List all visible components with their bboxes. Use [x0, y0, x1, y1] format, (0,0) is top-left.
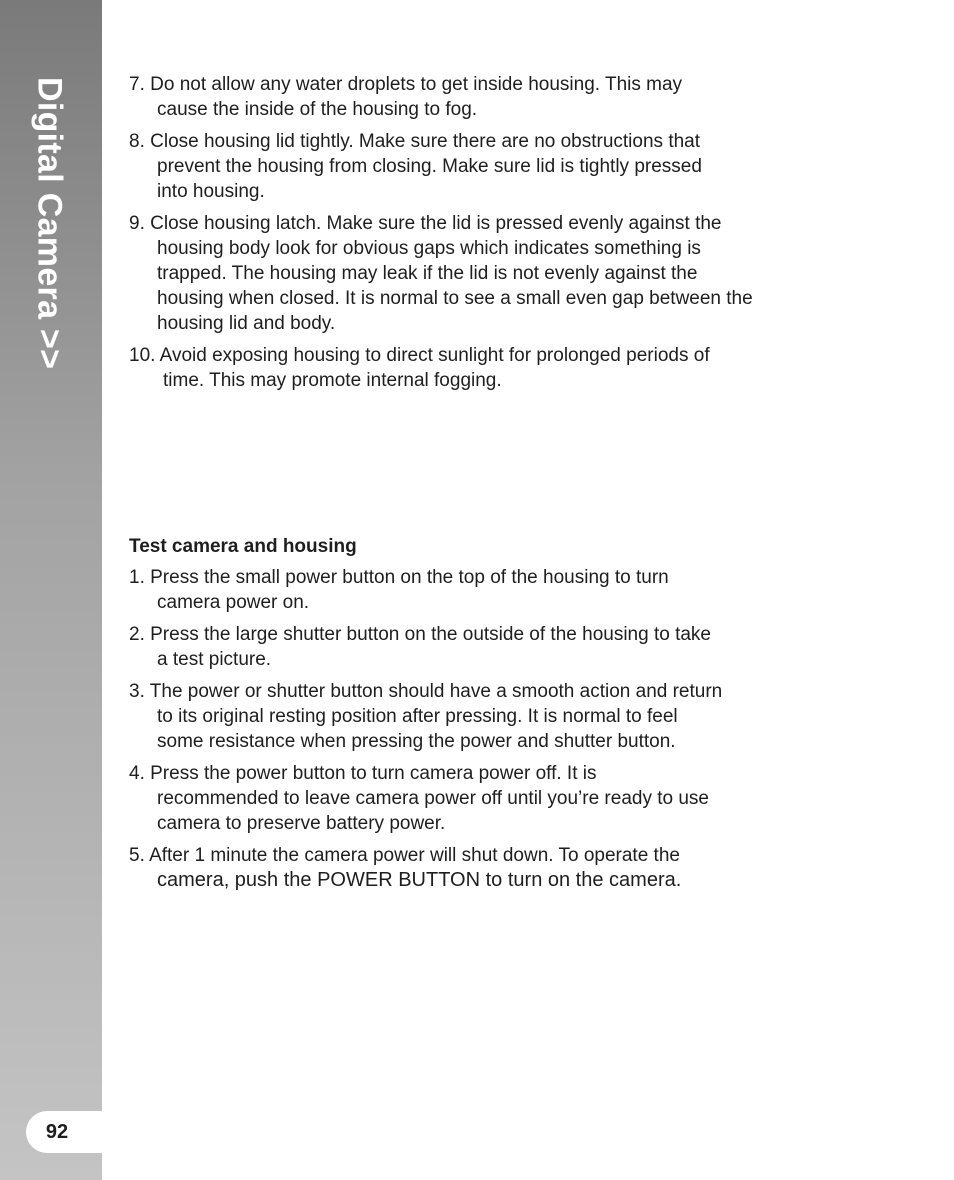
section-heading: Test camera and housing [129, 536, 357, 557]
list-item-text: some resistance when pressing the power and shutter button. [157, 731, 676, 752]
list-item-text: recommended to leave camera power off until you’re ready to use [157, 788, 710, 809]
list-item-text: 3. The power or shutter button should have a smooth action and return [129, 681, 723, 702]
list-item-text: 2. Press the large shutter button on the outside of the housing to take [129, 624, 711, 645]
list-item [129, 343, 829, 393]
list-item-text: 9. Close housing latch. Make sure the lid is pressed evenly against the [129, 213, 722, 234]
list-item-text: trapped. The housing may leak if the lid is not evenly against the [157, 263, 698, 284]
list-item-text: camera to preserve battery power. [157, 813, 446, 834]
list-item [129, 129, 829, 204]
list-item [129, 211, 829, 336]
list-item [129, 679, 829, 754]
list-item-text: time. This may promote internal fogging. [163, 370, 502, 391]
list-item-text: housing lid and body. [157, 313, 336, 334]
list-item-text: 7. Do not allow any water droplets to get inside housing. This may [129, 74, 683, 95]
list-item-text: prevent the housing from closing. Make sure lid is tightly pressed [157, 156, 702, 177]
list-item-text: a test picture. [157, 649, 272, 670]
list-item [129, 843, 829, 893]
list-item [129, 761, 829, 836]
page-content [129, 72, 829, 900]
list-item-text: 1. Press the small power button on the top of the housing to turn [129, 567, 669, 588]
list-item [129, 565, 829, 615]
list-item-text: to its original resting position after pressing. It is normal to feel [157, 706, 678, 727]
list-item-text: housing body look for obvious gaps which indicates something is [157, 238, 701, 259]
list-item-text: 5. After 1 minute the camera power will shut down. To operate the [129, 845, 680, 866]
list-item-text: into housing. [157, 181, 265, 202]
list-item-text: camera power on. [157, 592, 310, 613]
list-item [129, 72, 829, 122]
sidebar [0, 0, 102, 1180]
list-item-text: 8. Close housing lid tightly. Make sure there are no obstructions that [129, 131, 701, 152]
list-item-text: housing when closed. It is normal to see a small even gap between the [157, 288, 753, 309]
sidebar-title: Digital Camera >> [30, 77, 69, 370]
list-item-text: 4. Press the power button to turn camera power off. It is [129, 763, 597, 784]
list-item-text: cause the inside of the housing to fog. [157, 99, 478, 120]
page-number: 92 [45, 1121, 69, 1143]
list-item-text: camera, push the POWER BUTTON to turn on the camera. [157, 869, 682, 891]
list-item [129, 622, 829, 672]
list-item-text: 10. Avoid exposing housing to direct sunlight for prolonged periods of [129, 345, 710, 366]
